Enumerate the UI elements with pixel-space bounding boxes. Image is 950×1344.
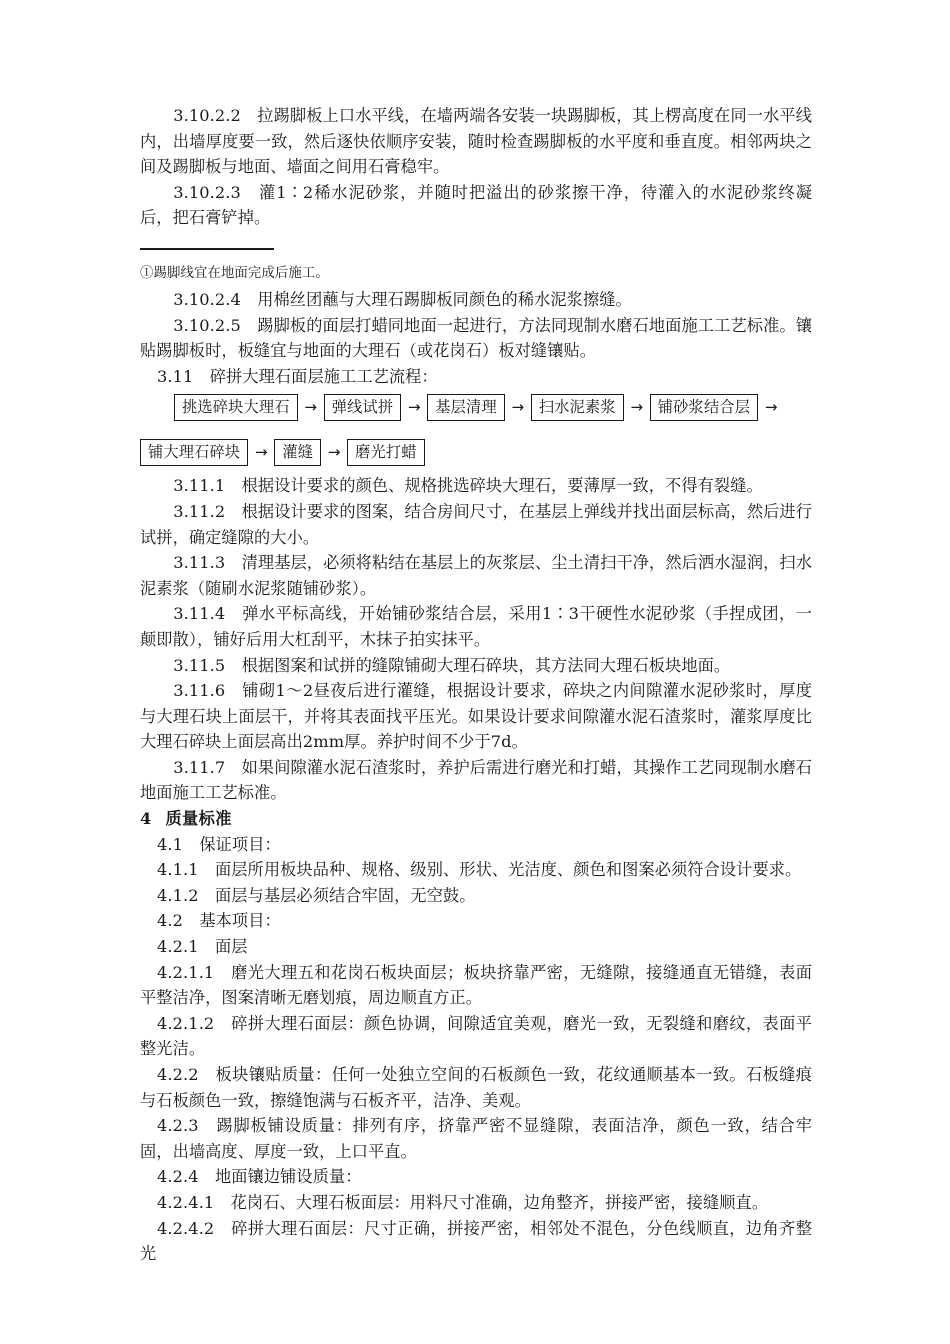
paragraph-3-11-2: 3.11.2 根据设计要求的图案，结合房间尺寸，在基层上弹线并找出面层标高，然后进行试拼，确定缝隙的大小。	[140, 501, 812, 547]
flow-step-select-marble-fragments: 挑选碎块大理石	[174, 394, 298, 421]
section-heading-4-number: 4	[140, 809, 152, 829]
flow-step-grout-joints: 灌缝	[274, 439, 321, 466]
paragraph-4-1-1: 4.1.1 面层所用板块品种、规格、级别、形状、光洁度、颜色和图案必须符合设计要求。	[157, 860, 802, 880]
flowchart-row-1	[140, 392, 812, 422]
paragraph-3-10-2-2: 3.10.2.2 拉踢脚板上口水平线，在墙两端各安装一块踢脚板，其上楞高度在同一水平线内，出墙厚度要一致，然后逐快依顺序安装，随时检查踢脚板的水平度和垂直度。相邻两块之间及踢脚板与地面、墙面之间用石膏稳牢。	[140, 106, 812, 177]
flow-step-lay-mortar-bonding-layer: 铺砂浆结合层	[650, 394, 758, 421]
flow-step-snap-line-trial-fit: 弹线试拼	[324, 394, 402, 421]
paragraph-3-10-2-4: 3.10.2.4 用棉丝团蘸与大理石踢脚板同颜色的稀水泥浆擦缝。	[173, 289, 632, 309]
document-page	[140, 0, 812, 1344]
paragraph-4-2-4-2: 4.2.4.2 碎拼大理石面层：尺寸正确，拼接严密，相邻处不混色，分色线顺直，边角齐整光	[140, 1218, 812, 1264]
paragraph-3-11-3: 3.11.3 清理基层，必须将粘结在基层上的灰浆层、尘土清扫干净，然后洒水湿润，扫水泥素浆（随刷水泥浆随铺砂浆）。	[140, 553, 812, 598]
paragraph-4-2: 4.2 基本项目：	[157, 911, 281, 931]
footnote-1: ①踢脚线宜在地面完成后施工。	[140, 265, 329, 281]
paragraph-3-10-2-5: 3.10.2.5 踢脚板的面层打蜡同地面一起进行，方法同现制水磨石地面施工工艺标准。镶贴踢脚板时，板缝宜与地面的大理石（或花岗石）板对缝镶贴。	[140, 315, 812, 361]
flowchart-row-2	[140, 437, 812, 467]
paragraph-4-2-1-2: 4.2.1.2 碎拼大理石面层：颜色协调，间隙适宜美观，磨光一致，无裂缝和磨纹，表面平整光洁。	[140, 1013, 812, 1059]
flow-arrow-icon: →	[511, 397, 525, 416]
paragraph-3-11: 3.11 碎拼大理石面层施工工艺流程：	[157, 366, 438, 386]
paragraph-3-11-4: 3.11.4 弹水平标高线，开始铺砂浆结合层，采用1∶3干硬性水泥砂浆（手捏成团，一颠即散），铺好后用大杠刮平，木抹子拍实抹平。	[140, 604, 812, 649]
flow-arrow-icon: →	[327, 442, 341, 461]
flow-step-base-cleaning: 基层清理	[427, 394, 505, 421]
paragraph-3-11-6: 3.11.6 铺砌1～2昼夜后进行灌缝，根据设计要求，碎块之内间隙灌水泥砂浆时，厚度与大理石块上面层干，并将其表面找平压光。如果设计要求间隙灌水泥石渣浆时，灌浆厚度比大理石碎块上面层高出2mm厚。养护时间不少于7d。	[140, 681, 812, 752]
paragraph-4-2-3: 4.2.3 踢脚板铺设质量：排列有序，挤靠严密不显缝隙，表面洁净，颜色一致，结合牢固，出墙高度、厚度一致，上口平直。	[140, 1116, 812, 1161]
paragraph-4-2-4-1: 4.2.4.1 花岗石、大理石板面层：用料尺寸准确，边角整齐，拼接严密，接缝顺直。	[157, 1192, 769, 1212]
flow-step-lay-marble-fragments: 铺大理石碎块	[140, 439, 248, 466]
flow-arrow-icon: →	[304, 397, 317, 416]
paragraph-3-11-5: 3.11.5 根据图案和试拼的缝隙铺砌大理石碎块，其方法同大理石板块地面。	[173, 655, 731, 675]
flow-arrow-icon: →	[630, 397, 644, 416]
paragraph-4-2-1: 4.2.1 面层	[157, 937, 248, 957]
paragraph-3-11-1: 3.11.1 根据设计要求的颜色、规格挑选碎块大理石，要薄厚一致，不得有裂缝。	[173, 476, 763, 496]
paragraph-3-11-7: 3.11.7 如果间隙灌水泥石渣浆时，养护后需进行磨光和打蜡，其操作工艺同现制水磨石地面施工工艺标准。	[140, 757, 812, 803]
paragraph-4-1: 4.1 保证项目：	[157, 834, 281, 854]
paragraph-4-2-2: 4.2.2 板块镶贴质量：任何一处独立空间的石板颜色一致，花纹通顺基本一致。石板缝痕与石板颜色一致，擦缝饱满与石板齐平，洁净、美观。	[140, 1065, 812, 1110]
paragraph-4-2-4: 4.2.4 地面镶边铺设质量：	[157, 1167, 362, 1187]
paragraph-4-2-1-1: 4.2.1.1 磨光大理五和花岗石板块面层；板块挤靠严密，无缝隙，接缝通直无错缝，表面平整洁净，图案清晰无磨划痕，周边顺直方正。	[140, 962, 812, 1008]
paragraph-4-1-2: 4.1.2 面层与基层必须结合牢固，无空鼓。	[157, 885, 476, 905]
flow-step-sweep-cement-slurry: 扫水泥素浆	[531, 394, 624, 421]
flow-arrow-icon: →	[764, 397, 778, 416]
paragraph-3-10-2-3: 3.10.2.3 灌1∶2稀水泥砂浆，并随时把溢出的砂浆擦干净，待灌入的水泥砂浆终凝后，把石膏铲掉。	[140, 182, 812, 228]
section-heading-4-text: 质量标准	[165, 809, 232, 829]
flow-arrow-icon: →	[407, 397, 421, 416]
flow-arrow-icon: →	[255, 442, 268, 461]
flow-step-polish-and-wax: 磨光打蜡	[347, 439, 425, 466]
section-heading-4	[140, 806, 812, 832]
